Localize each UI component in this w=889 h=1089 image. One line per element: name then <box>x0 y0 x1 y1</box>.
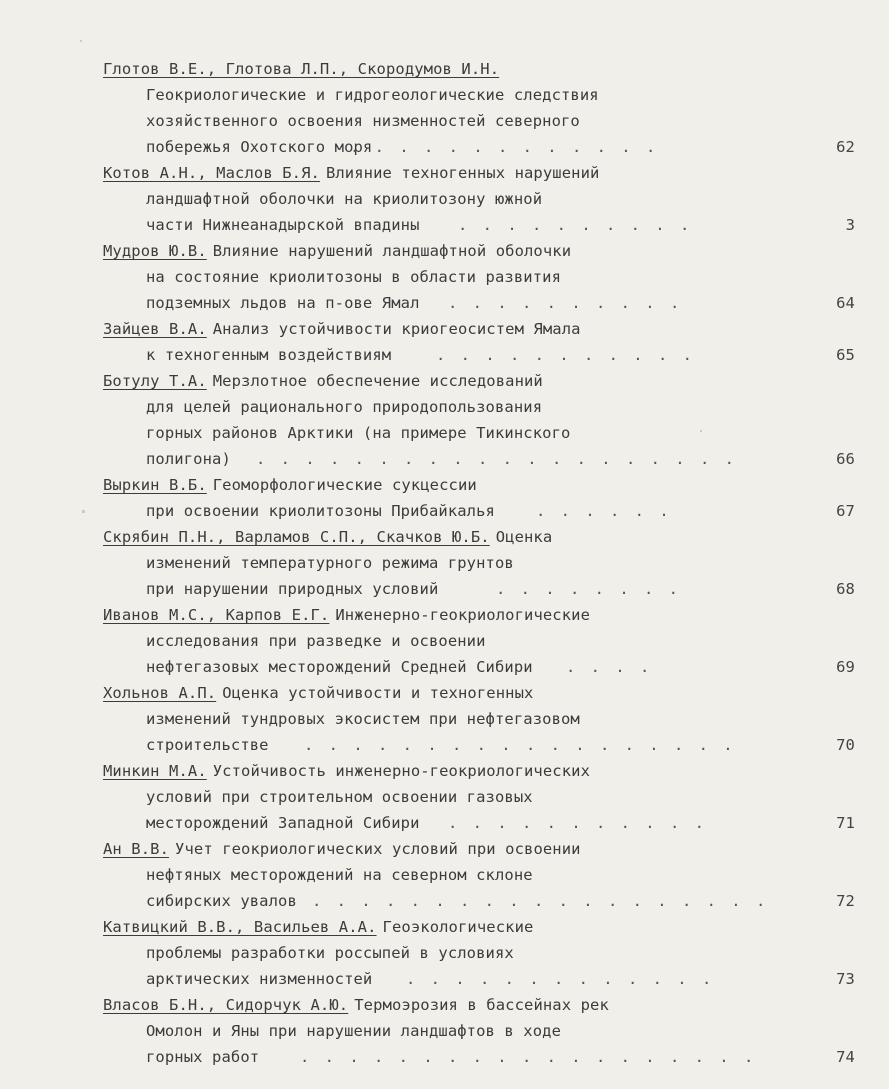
toc-authors: Скрябин П.Н., Варламов С.П., Скачков Ю.Б. <box>103 528 490 546</box>
toc-entry-5-line-4 <box>0 446 889 472</box>
toc-text: для целей рационального природопользования <box>146 398 543 416</box>
toc-entry-10-line-1 <box>0 758 846 784</box>
toc-text: сибирских увалов <box>146 892 297 910</box>
toc-entry-5-line-1 <box>0 368 846 394</box>
toc-authors: Глотов В.Е., Глотова Л.П., Скородумов И.Н. <box>103 60 500 78</box>
toc-entry-8-line-3 <box>0 654 889 680</box>
toc-entry-9-line-1 <box>0 680 846 706</box>
toc-title: Мерзлотное обеспечение исследований <box>212 372 543 390</box>
toc-authors: Ан В.В. <box>103 840 170 858</box>
toc-authors: Власов Б.Н., Сидорчук А.Ю. <box>103 996 349 1014</box>
toc-text: части Нижнеанадырской впадины <box>146 216 420 234</box>
toc-entry-4-line-2 <box>0 342 889 368</box>
toc-authors: Зайцев В.А. <box>103 320 207 338</box>
toc-text: хозяйственного освоения низменностей северного <box>146 112 580 130</box>
toc-title: Оценка <box>495 528 553 546</box>
leader-dots: . . . . . . . . . . . . . . . . . . . <box>300 1048 757 1066</box>
toc-entry-9-line-2 <box>0 706 889 732</box>
toc-page-number: 69 <box>836 658 855 676</box>
toc-text: Геокриологические и гидрогеологические следствия <box>146 86 599 104</box>
toc-entry-5-line-2 <box>0 394 889 420</box>
leader-dots: . . . . . . . . . . <box>448 294 683 312</box>
toc-text: изменений температурного режима грунтов <box>146 554 514 572</box>
toc-authors: Котов А.Н., Маслов Б.Я. <box>103 164 320 182</box>
toc-text: горных работ <box>146 1048 260 1066</box>
toc-entry-11-line-3 <box>0 888 889 914</box>
toc-title: Геоморфологические сукцессии <box>212 476 477 494</box>
toc-authors: Хольнов А.П. <box>103 684 217 702</box>
scan-speck <box>80 40 82 42</box>
toc-text: к техногенным воздействиям <box>146 346 392 364</box>
toc-page-number: 67 <box>836 502 855 520</box>
toc-entry-1-authors <box>0 56 846 82</box>
leader-dots: . . . . . . . . . . <box>458 216 693 234</box>
leader-dots: . . . . . . . . . . . . . . . . . . . <box>312 892 769 910</box>
toc-text: арктических низменностей <box>146 970 373 988</box>
toc-page-number: 71 <box>836 814 855 832</box>
toc-entry-13-line-1 <box>0 992 846 1018</box>
toc-title: Влияние техногенных нарушений <box>325 164 600 182</box>
toc-authors: Мудров Ю.В. <box>103 242 207 260</box>
toc-entry-10-line-3 <box>0 810 889 836</box>
toc-text: месторождений Западной Сибири <box>146 814 420 832</box>
toc-title: Учет геокриологических условий при освоении <box>175 840 581 858</box>
toc-page-number: 66 <box>836 450 855 468</box>
toc-title: Термоэрозия в бассейнах рек <box>354 996 609 1014</box>
leader-dots: . . . . . . <box>536 502 672 520</box>
leader-dots: . . . . . . . . . . . . . . . . . . . . <box>256 450 737 468</box>
scan-speck <box>82 510 85 513</box>
toc-entry-13-line-3 <box>0 1044 889 1070</box>
toc-entry-6-line-1 <box>0 472 846 498</box>
leader-dots: . . . . . . . . . . . . . <box>406 970 715 988</box>
toc-page-number: 65 <box>836 346 855 364</box>
toc-page-number: 74 <box>836 1048 855 1066</box>
toc-title: Анализ устойчивости криогеосистем Ямала <box>212 320 581 338</box>
toc-title: Устойчивость инженерно-геокриологических <box>212 762 591 780</box>
toc-text: строительстве <box>146 736 269 754</box>
toc-text: при нарушении природных условий <box>146 580 439 598</box>
toc-page-number: 62 <box>836 138 855 156</box>
toc-title: Влияние нарушений ландшафтной оболочки <box>212 242 572 260</box>
toc-page-number: 70 <box>836 736 855 754</box>
toc-entry-9-line-3 <box>0 732 889 758</box>
toc-text: условий при строительном освоении газовых <box>146 788 533 806</box>
toc-authors: Минкин М.А. <box>103 762 207 780</box>
toc-entry-2-line-2 <box>0 186 889 212</box>
toc-page-number: 73 <box>836 970 855 988</box>
toc-entry-2-line-1 <box>0 160 846 186</box>
toc-page-number: 3 <box>845 216 855 234</box>
toc-entry-3-line-2 <box>0 264 889 290</box>
toc-page-number: 72 <box>836 892 855 910</box>
toc-text: нефтяных месторождений на северном склоне <box>146 866 533 884</box>
toc-authors: Иванов М.С., Карпов Е.Г. <box>103 606 330 624</box>
toc-title: Геоэкологические <box>382 918 534 936</box>
toc-text: Омолон и Яны при нарушении ландшафтов в ходе <box>146 1022 561 1040</box>
toc-title: Оценка устойчивости и техногенных <box>222 684 534 702</box>
toc-entry-6-line-2 <box>0 498 889 524</box>
leader-dots: . . . . . . . . <box>496 580 681 598</box>
toc-text: изменений тундровых экосистем при нефтегазовом <box>146 710 580 728</box>
toc-entry-12-line-2 <box>0 940 889 966</box>
leader-dots: . . . . . . . . . . . . . . . . . . <box>304 736 736 754</box>
toc-entry-7-line-1 <box>0 524 846 550</box>
toc-text: побережья Охотского моря <box>146 138 373 156</box>
toc-entry-3-line-1 <box>0 238 846 264</box>
toc-text: проблемы разработки россыпей в условиях <box>146 944 514 962</box>
toc-entry-12-line-3 <box>0 966 889 992</box>
toc-entry-4-line-1 <box>0 316 846 342</box>
toc-authors: Катвицкий В.В., Васильев А.А. <box>103 918 377 936</box>
toc-text: на состояние криолитозоны в области развития <box>146 268 561 286</box>
toc-entry-12-line-1 <box>0 914 846 940</box>
toc-entry-7-line-2 <box>0 550 889 576</box>
toc-text: подземных льдов на п-ове Ямал <box>146 294 420 312</box>
toc-title: Инженерно-геокриологические <box>335 606 591 624</box>
leader-dots: . . . . . . . . . . . . . <box>350 138 659 156</box>
toc-entry-3-line-3 <box>0 290 889 316</box>
toc-text: полигона) <box>146 450 231 468</box>
toc-text: нефтегазовых месторождений Средней Сибири <box>146 658 533 676</box>
scan-speck <box>700 430 702 432</box>
leader-dots: . . . . . . . . . . . <box>448 814 707 832</box>
toc-authors: Ботулу Т.А. <box>103 372 207 390</box>
leader-dots: . . . . . . . . . . . <box>436 346 695 364</box>
toc-text: при освоении криолитозоны Прибайкалья <box>146 502 495 520</box>
toc-entry-11-line-1 <box>0 836 846 862</box>
toc-entry-5-line-3 <box>0 420 889 446</box>
toc-entry-13-line-2 <box>0 1018 889 1044</box>
toc-entry-7-line-3 <box>0 576 889 602</box>
toc-page-number: 64 <box>836 294 855 312</box>
leader-dots: . . . . <box>566 658 653 676</box>
toc-entry-11-line-2 <box>0 862 889 888</box>
toc-entry-8-line-1 <box>0 602 846 628</box>
toc-entry-2-line-3 <box>0 212 889 238</box>
toc-entry-8-line-2 <box>0 628 889 654</box>
toc-authors: Выркин В.Б. <box>103 476 207 494</box>
toc-text: горных районов Арктики (на примере Тикинского <box>146 424 571 442</box>
toc-page-number: 68 <box>836 580 855 598</box>
toc-text: исследования при разведке и освоении <box>146 632 486 650</box>
toc-entry-1-line-3 <box>0 108 889 134</box>
toc-entry-1-line-4 <box>0 134 889 160</box>
toc-text: ландшафтной оболочки на криолитозону южной <box>146 190 543 208</box>
toc-entry-1-line-2 <box>0 82 889 108</box>
toc-entry-10-line-2 <box>0 784 889 810</box>
